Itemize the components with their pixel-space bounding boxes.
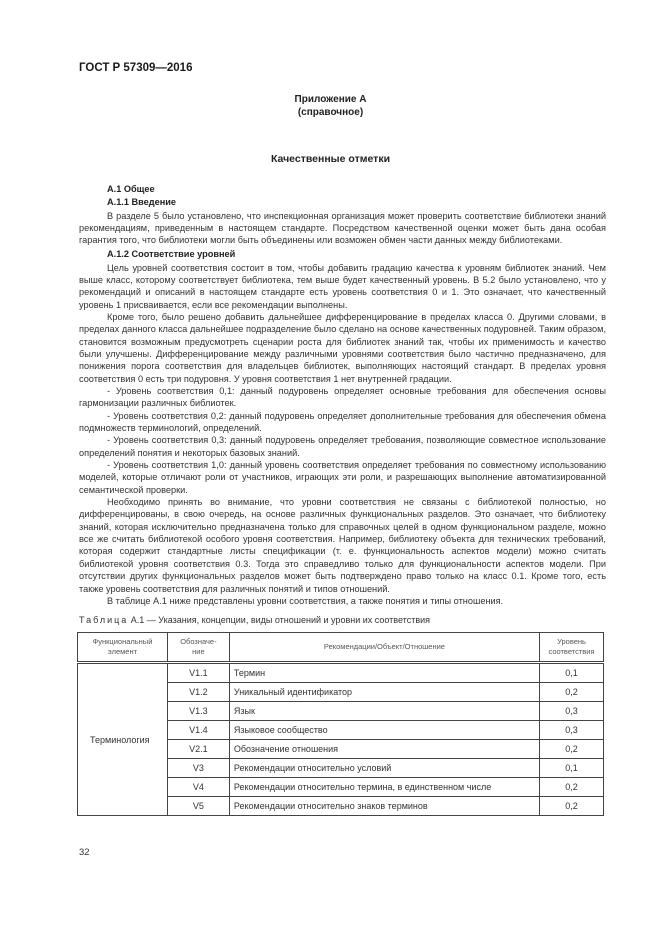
paragraph: Необходимо принять во внимание, что уровни соответствия не связаны с библиотекой полностью, но дифференцированы, в свою очередь, на основе различных функциональных разделов. Это означает, что библиотеку знаний, которая исключительно предназначена только для справочных целей в одном функциональном разделе, можно все же считать библиотекой особого уровня соответствия. Например, библиотеку объекта для технических требований, которая содержит стандартные листы спецификации (т. е. функциональность аспектов модели) можно считать библиотекой уровня соответствия 0.3. Тогда это справедливо только для функциональности аспектов модели. При отсутствии других функциональных разделов может быть подтверждено право только на класс 0.1. Кроме того, есть также уровень соответствия для различных понятий и типов отношений. (79, 497, 606, 594)
paragraph: В таблице А.1 ниже представлены уровни соответствия, а также понятия и типы отношения. (107, 595, 504, 606)
code-cell: V1.3 (167, 702, 229, 721)
section-title: Качественные отметки (270, 153, 391, 165)
list-item: - Уровень соответствия 0,1: данный подуровень определяет основные требования для обеспечения основы гармонизации различных библиотек. (79, 386, 606, 409)
document-code: ГОСТ Р 57309—2016 (79, 62, 193, 74)
code-cell: V5 (167, 797, 229, 816)
heading-a11: А.1.1 Введение (107, 197, 177, 208)
level-cell: 0,2 (540, 778, 604, 797)
level-cell: 0,3 (540, 721, 604, 740)
header-level: Уровень соответствия (540, 633, 604, 663)
level-cell: 0,3 (540, 702, 604, 721)
annex-subtitle: (справочное) (297, 107, 364, 118)
level-cell: 0,2 (540, 797, 604, 816)
conformance-table (77, 632, 604, 816)
table-caption-prefix: Таблица (79, 615, 129, 625)
annex-heading (0, 93, 661, 119)
table-header-row (78, 633, 604, 663)
item-cell: Рекомендации относительно знаков терминов (229, 797, 539, 816)
heading-a12: А.1.2 Соответствие уровней (107, 249, 236, 260)
item-cell: Термин (229, 663, 539, 683)
body-text (79, 181, 606, 607)
list-item: - Уровень соответствия 1,0: данный уровень соответствия определяет требования по совместному использованию моделей, которые отличают роли от участников, играющих эти роли, и разрешающих выполнение автоматизированной семантической проверки. (79, 460, 606, 495)
item-cell: Язык (229, 702, 539, 721)
level-cell: 0,2 (540, 683, 604, 702)
page-number: 32 (79, 847, 90, 858)
level-cell: 0,2 (540, 740, 604, 759)
code-cell: V2.1 (167, 740, 229, 759)
header-designation: Обозначе- ние (167, 633, 229, 663)
annex-title: Приложение А (294, 94, 367, 105)
level-cell: 0,1 (540, 663, 604, 683)
table-caption (79, 615, 430, 625)
table-row (78, 663, 604, 683)
group-cell: Терминология (78, 663, 168, 816)
item-cell: Обозначение отношения (229, 740, 539, 759)
code-cell: V1.2 (167, 683, 229, 702)
heading-a1: А.1 Общее (107, 183, 155, 194)
item-cell: Рекомендации относительно условий (229, 759, 539, 778)
paragraph: Цель уровней соответствия состоит в том, чтобы добавить градацию качества к уровням библиотек знаний. Чем выше класс, которому соответствует библиотека, тем выше будет качественный уровень. В 5.2 было установлено, что у рекомендаций и описаний в настоящем стандарте есть уровень соответствия 0 и 1. Это означает, что качественный уровень 1 присваивается, если все рекомендации выполнены. (79, 262, 606, 310)
code-cell: V3 (167, 759, 229, 778)
header-recommendation: Рекомендации/Объект/Отношение (229, 633, 539, 663)
item-cell: Уникальный идентификатор (229, 683, 539, 702)
paragraph: Кроме того, было решено добавить дальнейшее дифференцирование в пределах класса 0. Другими словами, в пределах данного класса дальнейшее подразделение было сделано на основе качественных подуровней. Таким образом, становится возможным предусмотреть сценарии роста для библиотек знаний так, чтобы их применимость и качество были улучшены. Дифференцирование между различными уровнями соответствия было частично предназначено, для понижения порога соответствия для владельцев библиотек, выполняющих настоящий стандарт. В пределах уровня соответствия 0 есть три подуровня. У уровня соответствия 1 нет внутренней градации. (79, 311, 606, 384)
code-cell: V4 (167, 778, 229, 797)
list-item: - Уровень соответствия 0,3: данный подуровень определяет требования, позволяющие совместное использование определений понятия и некоторых базовых знаний. (79, 435, 606, 458)
level-cell: 0,1 (540, 759, 604, 778)
paragraph: В разделе 5 было установлено, что инспекционная организация может проверить соответствие библиотеки знаний рекомендациям, приведенным в настоящем стандарте. Посредством качественной оценки может быть дана особая гарантия того, что библиотеки могли быть объединены или возможен обмен части данных между библиотеками. (79, 210, 606, 246)
table-caption-text: А.1 — Указания, концепции, виды отношений и уровни их соответствия (128, 615, 430, 625)
item-cell: Языковое сообщество (229, 721, 539, 740)
code-cell: V1.1 (167, 663, 229, 683)
item-cell: Рекомендации относительно термина, в единственном числе (229, 778, 539, 797)
list-item: - Уровень соответствия 0,2: данный подуровень определяет дополнительные требования для обеспечения обмена подмножеств терминологий, определений. (79, 410, 606, 434)
code-cell: V1.4 (167, 721, 229, 740)
header-functional-element: Функциональный элемент (78, 633, 168, 663)
